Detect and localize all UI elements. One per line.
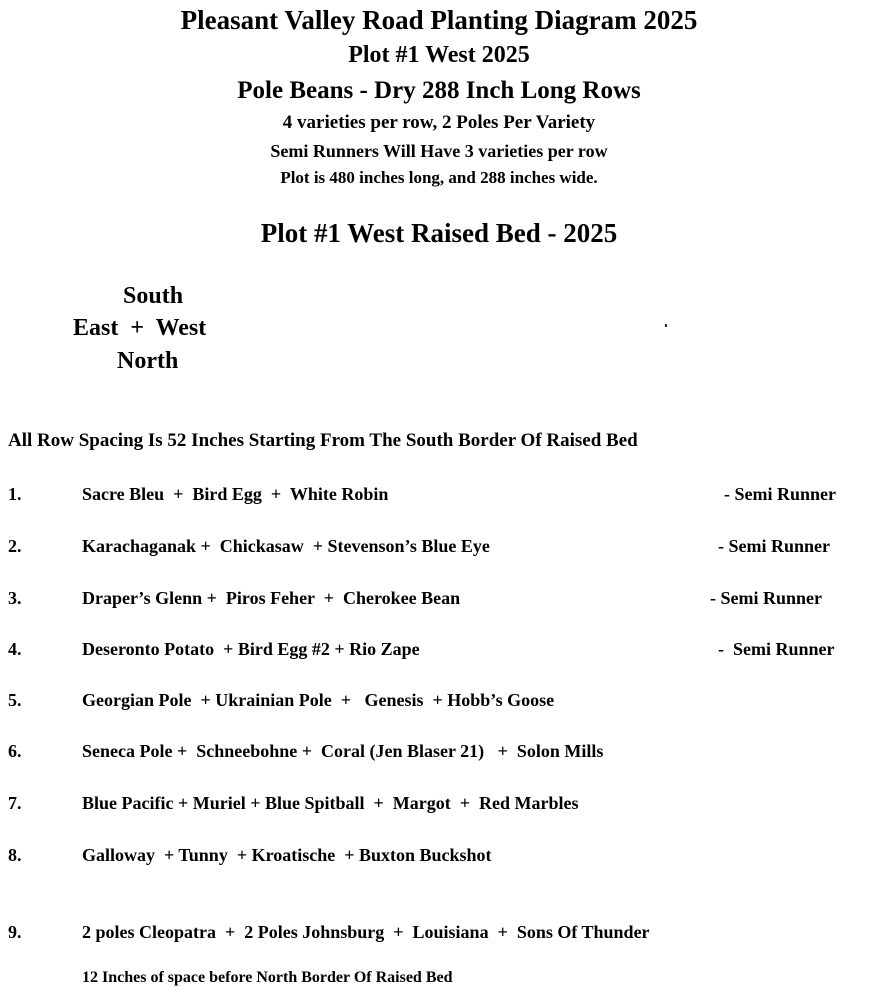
plot-subtitle: Plot #1 West 2025	[348, 42, 530, 68]
scan-speck	[665, 324, 667, 327]
row-varieties: Draper’s Glenn + Piros Feher + Cherokee Bean	[82, 588, 461, 608]
row-varieties: Galloway + Tunny + Kroatische + Buxton Buckshot	[82, 845, 492, 865]
varieties-note: 4 varieties per row, 2 Poles Per Variety	[282, 112, 596, 133]
row-semi-runner-note: - Semi Runner	[718, 536, 830, 556]
row-number: 9.	[8, 922, 22, 942]
plot-size-note: Plot is 480 inches long, and 288 inches wide.	[280, 168, 598, 187]
row-varieties: Seneca Pole + Schneebohne + Coral (Jen Blaser 21) + Solon Mills	[82, 741, 604, 761]
row-number: 7.	[8, 793, 22, 813]
row-number: 8.	[8, 845, 22, 865]
row-semi-runner-note: - Semi Runner	[724, 484, 836, 504]
compass-east-west: East + West	[73, 315, 207, 341]
semi-runner-note: Semi Runners Will Have 3 varieties per row	[270, 141, 608, 161]
row-number: 5.	[8, 690, 22, 710]
row-varieties: Sacre Bleu + Bird Egg + White Robin	[82, 484, 389, 504]
row-semi-runner-note: - Semi Runner	[718, 639, 835, 659]
row-number: 1.	[8, 484, 22, 504]
row-number: 6.	[8, 741, 22, 761]
row-varieties: 2 poles Cleopatra + 2 Poles Johnsburg + Louisiana + Sons Of Thunder	[82, 922, 650, 942]
compass-south: South	[123, 283, 184, 309]
row-varieties: Karachaganak + Chickasaw + Stevenson’s Blue Eye	[82, 536, 490, 556]
compass-north: North	[117, 348, 179, 374]
crop-subtitle: Pole Beans - Dry 288 Inch Long Rows	[237, 77, 641, 104]
row-varieties: Deseronto Potato + Bird Egg #2 + Rio Zape	[82, 639, 420, 659]
row-semi-runner-note: - Semi Runner	[710, 588, 822, 608]
row-number: 3.	[8, 588, 22, 608]
row-number: 4.	[8, 639, 22, 659]
north-border-note: 12 Inches of space before North Border Of Raised Bed	[82, 969, 453, 986]
document-title: Pleasant Valley Road Planting Diagram 2025	[180, 5, 698, 35]
row-number: 2.	[8, 536, 22, 556]
row-spacing-note: All Row Spacing Is 52 Inches Starting From The South Border Of Raised Bed	[8, 430, 638, 451]
row-varieties: Georgian Pole + Ukrainian Pole + Genesis + Hobb’s Goose	[82, 690, 555, 710]
row-varieties: Blue Pacific + Muriel + Blue Spitball + Margot + Red Marbles	[82, 793, 579, 813]
raised-bed-title: Plot #1 West Raised Bed - 2025	[260, 218, 618, 248]
